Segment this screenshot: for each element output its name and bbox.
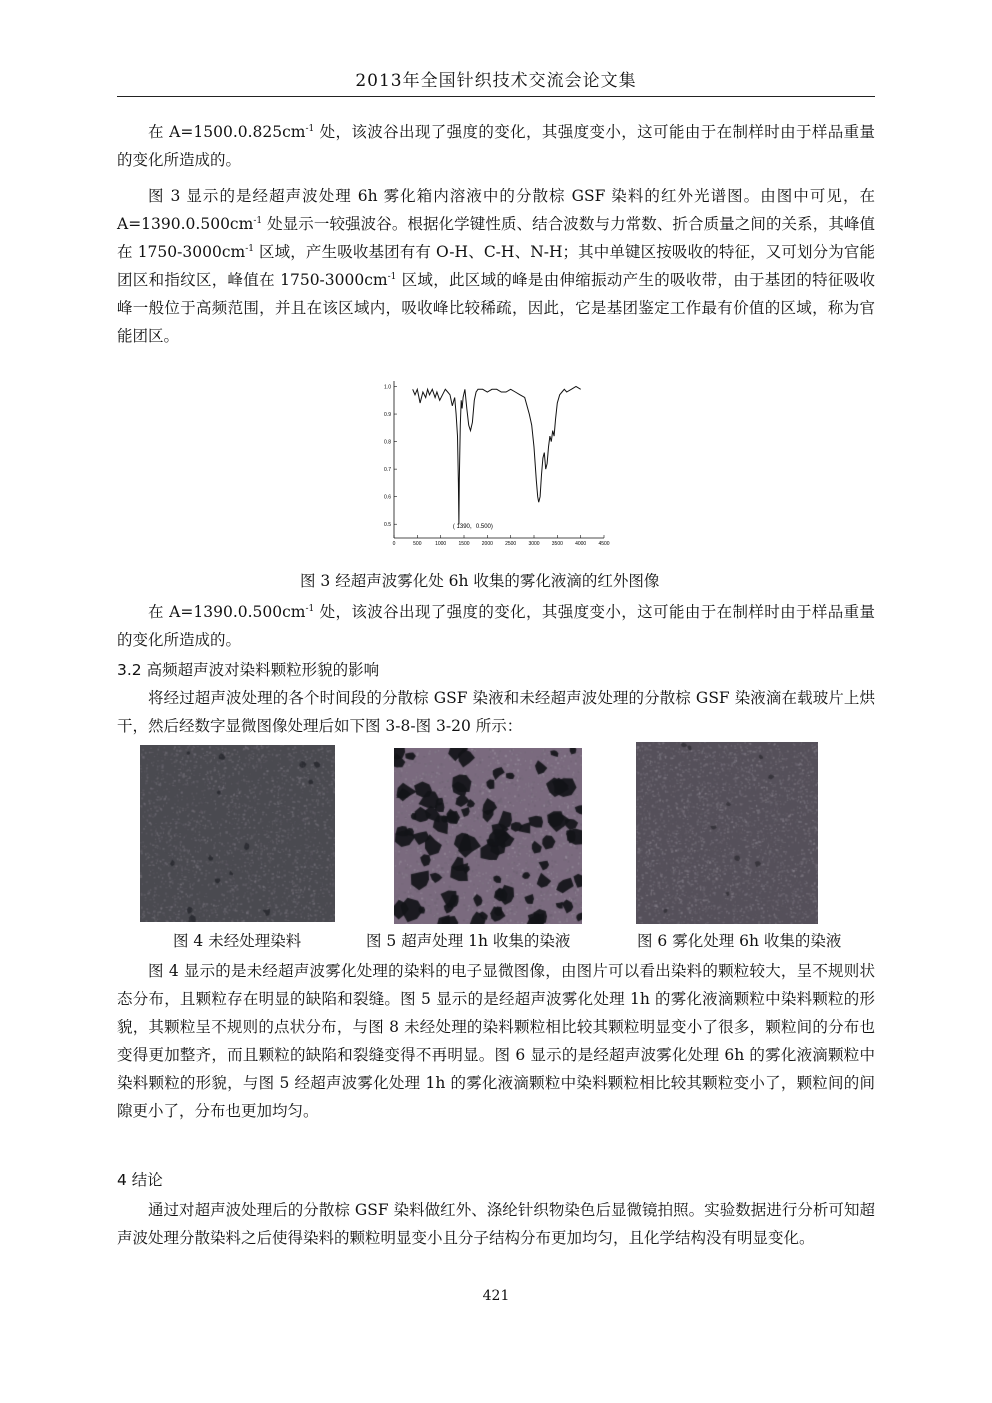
- figure-6-caption: 图 6 雾化处理 6h 收集的染液: [637, 932, 842, 950]
- x-tick-label: 4000: [575, 541, 587, 547]
- x-tick-label: 1000: [435, 541, 447, 547]
- x-tick-label: 4500: [598, 541, 610, 547]
- paragraph-4: 将经过超声波处理的各个时间段的分散棕 GSF 染液和未经超声波处理的分散棕 GSF 染液滴在载玻片上烘干，然后经数字显微图像处理后如下图 3-8-图 3-20 所示：: [117, 689, 875, 735]
- x-tick-label: 2000: [481, 541, 493, 547]
- figure-3-caption: 图 3 经超声波雾化处 6h 收集的雾化液滴的红外图像: [300, 572, 660, 590]
- figure-4-caption: 图 4 未经处理染料: [173, 932, 302, 950]
- spectrum-line: [413, 387, 581, 525]
- chart-frame: [394, 381, 604, 538]
- paragraph-1: 在 $A=1500.0.825cm^{-1}$ 处，该波谷出现了强度的变化，其强度变小，这可能由于在制样时由于样品重量的变化所造成的。: [117, 123, 875, 169]
- y-tick-label: 0.8: [384, 439, 391, 446]
- x-tick-label: 3000: [528, 541, 540, 547]
- micrograph-figure-5: [394, 748, 582, 924]
- x-axis-ticks: [393, 535, 610, 547]
- x-tick-label: 500: [413, 541, 422, 547]
- paragraph-6: 通过对超声波处理后的分散棕 GSF 染料做红外、涤纶针织物染色后显微镜拍照。实验数据进行分析可知超声波处理分散染料之后使得染料的颗粒明显变小且分子结构分布更加均匀，且化学结构没有明显变化。: [117, 1201, 875, 1247]
- micrograph-figure-4: [140, 745, 335, 922]
- y-axis-ticks: [384, 385, 397, 529]
- y-tick-label: 0.9: [384, 412, 391, 419]
- figure-5-caption: 图 5 超声处理 1h 收集的染液: [366, 932, 571, 950]
- running-header: [117, 66, 875, 97]
- y-tick-label: 0.5: [384, 522, 391, 529]
- section-3-2-heading: 3.2 高频超声波对染料颗粒形貌的影响: [117, 661, 380, 679]
- peak-annotation: ( 1390，0.500): [452, 524, 493, 531]
- paragraph-3: 在 $A=1390.0.500cm^{-1}$ 处，该波谷出现了强度的变化，其强度变小，这可能由于在制样时由于样品重量的变化所造成的。: [117, 603, 875, 649]
- x-tick-label: 1500: [458, 541, 470, 547]
- y-tick-label: 1.0: [384, 384, 391, 391]
- x-tick-label: 0: [392, 541, 396, 547]
- ir-spectrum-chart: [372, 375, 617, 550]
- y-tick-label: 0.6: [384, 494, 391, 501]
- page-number: 421: [482, 1288, 510, 1304]
- x-tick-label: 2500: [505, 541, 517, 547]
- header-title: 2013年全国针织技术交流会论文集: [355, 71, 637, 91]
- micrograph-figure-6: [636, 742, 818, 924]
- paragraph-5: 图 4 显示的是未经超声波雾化处理的染料的电子显微图像，由图片可以看出染料的颗粒较大，呈不规则状态分布，且颗粒存在明显的缺陷和裂缝。图 5 显示的是经超声波雾化处理 1h 的雾化液滴颗粒中染料颗粒的形貌，其颗粒呈不规则的点状分布，与图 8 未经处理的染料颗粒相比较其颗粒明显变小了很多，颗粒间的分布也变得更加整齐，而且颗粒的缺陷和裂缝变得不再明显。图 6 显示的是经超声波雾化处理 6h 的雾化液滴颗粒中染料颗粒的形貌，与图 5 经超声波雾化处理 1h 的雾化液滴颗粒中染料颗粒相比较其颗粒变小了，颗粒间的间隙更小了，分布也更加均匀。: [117, 962, 875, 1120]
- paragraph-2: 图 3 显示的是经超声波处理 6h 雾化箱内溶液中的分散棕 GSF 染料的红外光谱图。由图中可见，在 $A=1390.0.500cm^{-1}$ 处显示一较强波谷。根据化学键性质、结合波数与力常数、折合质量之间的关系，其峰值在 $1750-3000cm^{-1}$ 区域，产生吸收基团有有 O-H、C-H、N-H；其中单键区按吸收的特征，又可划分为官能团区和指纹区，峰值在 $1750-3000cm^{-1}$ 区域，此区域的峰是由伸缩振动产生的吸收带，由于基团的特征吸收峰一般位于高频范围，并且在该区域内，吸收峰比较稀疏，因此，它是基团鉴定工作最有价值的区域，称为官能团区。: [117, 187, 876, 345]
- x-tick-label: 3500: [551, 541, 563, 547]
- section-4-heading: 4 结论: [117, 1171, 163, 1189]
- y-tick-label: 0.7: [384, 467, 391, 474]
